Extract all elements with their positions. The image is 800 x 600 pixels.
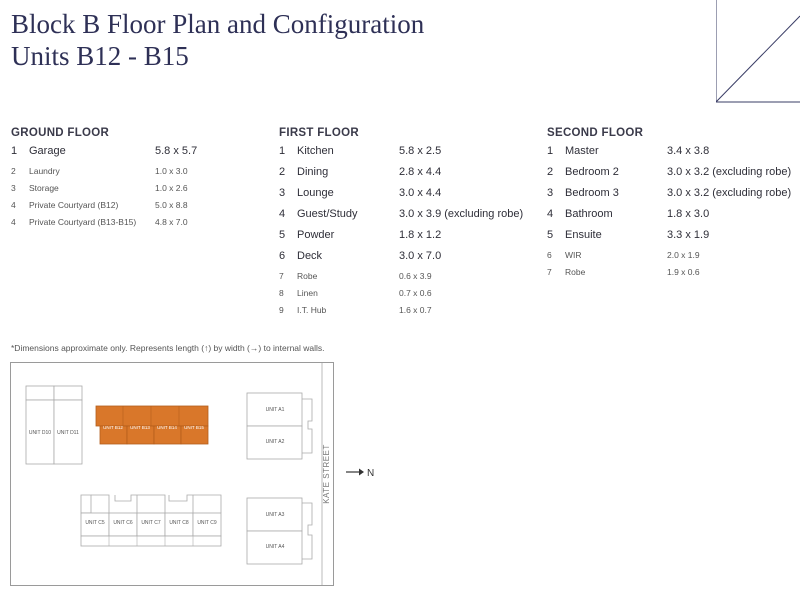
street-label: KATE STREET bbox=[322, 444, 331, 504]
room-number: 4 bbox=[11, 217, 16, 227]
room-dimensions: 0.6 x 3.9 bbox=[399, 271, 432, 281]
unit-d11-label: UNIT D11 bbox=[57, 430, 79, 436]
room-name: Garage bbox=[29, 145, 66, 157]
room-name: Linen bbox=[297, 288, 318, 298]
unit-c6-label: UNIT C6 bbox=[113, 520, 133, 526]
room-number: 8 bbox=[279, 288, 284, 298]
second-floor-section bbox=[547, 127, 792, 284]
room-name: Private Courtyard (B13-B15) bbox=[29, 217, 137, 227]
room-name: Ensuite bbox=[565, 229, 602, 241]
room-dimensions: 3.0 x 3.2 (excluding robe) bbox=[667, 166, 792, 178]
room-number: 3 bbox=[547, 187, 554, 199]
room-name: I.T. Hub bbox=[297, 305, 327, 315]
ground-floor-section bbox=[11, 127, 198, 234]
room-row bbox=[547, 267, 700, 284]
room-number: 4 bbox=[279, 208, 286, 220]
site-plan bbox=[10, 362, 334, 586]
room-row bbox=[279, 208, 524, 229]
room-number: 7 bbox=[279, 271, 284, 281]
room-dimensions: 1.0 x 3.0 bbox=[155, 166, 188, 176]
block-b-roof bbox=[96, 406, 208, 426]
room-row bbox=[279, 229, 442, 250]
room-number: 4 bbox=[547, 208, 554, 220]
room-dimensions: 1.8 x 3.0 bbox=[667, 208, 710, 220]
room-dimensions: 3.0 x 4.4 bbox=[399, 187, 442, 199]
room-name: Robe bbox=[565, 267, 586, 277]
room-row bbox=[279, 288, 432, 305]
room-row bbox=[547, 250, 700, 267]
room-row bbox=[547, 187, 792, 208]
room-name: Private Courtyard (B12) bbox=[29, 200, 119, 210]
room-row bbox=[11, 200, 188, 217]
room-number: 9 bbox=[279, 305, 284, 315]
north-arrow bbox=[344, 465, 384, 479]
title-line-1: Block B Floor Plan and Configuration bbox=[11, 9, 425, 39]
unit-c5-label: UNIT C5 bbox=[85, 520, 105, 526]
title-line-2: Units B12 - B15 bbox=[11, 41, 189, 71]
room-dimensions: 2.0 x 1.9 bbox=[667, 250, 700, 260]
unit-b13-label: UNIT B13 bbox=[130, 425, 150, 430]
unit-c7-label: UNIT C7 bbox=[141, 520, 161, 526]
room-dimensions: 3.0 x 3.9 (excluding robe) bbox=[399, 208, 524, 220]
unit-d10-label: UNIT D10 bbox=[28, 430, 52, 436]
block-b-units bbox=[96, 406, 208, 444]
room-number: 5 bbox=[547, 229, 554, 241]
unit-a1-label: UNIT A1 bbox=[265, 407, 285, 413]
dimensions-note: *Dimensions approximate only. Represents length (↑) by width (→) to internal walls. bbox=[11, 343, 325, 353]
room-name: Robe bbox=[297, 271, 318, 281]
room-name: Powder bbox=[297, 229, 335, 241]
unit-b12-label: UNIT B12 bbox=[103, 425, 123, 430]
room-name: Master bbox=[565, 145, 599, 157]
room-name: Kitchen bbox=[297, 145, 334, 157]
unit-b14-label: UNIT B14 bbox=[157, 425, 177, 430]
room-dimensions: 2.8 x 4.4 bbox=[399, 166, 442, 178]
room-row bbox=[279, 187, 442, 208]
room-row bbox=[11, 217, 188, 234]
room-dimensions: 3.3 x 1.9 bbox=[667, 229, 710, 241]
room-dimensions: 5.8 x 2.5 bbox=[399, 145, 442, 157]
room-number: 3 bbox=[11, 183, 16, 193]
ground-floor-heading: GROUND FLOOR bbox=[11, 127, 110, 139]
site-plan-drawing bbox=[11, 363, 333, 585]
room-name: Deck bbox=[297, 250, 323, 262]
room-row bbox=[279, 166, 442, 187]
room-number: 7 bbox=[547, 267, 552, 277]
room-row bbox=[547, 229, 710, 250]
north-label: N bbox=[367, 468, 375, 479]
unit-c8-label: UNIT C8 bbox=[169, 520, 189, 526]
room-dimensions: 3.4 x 3.8 bbox=[667, 145, 710, 157]
first-floor-section bbox=[279, 127, 524, 322]
room-dimensions: 5.8 x 5.7 bbox=[155, 145, 198, 157]
room-number: 3 bbox=[279, 187, 286, 199]
room-name: Bedroom 2 bbox=[565, 166, 619, 178]
room-row bbox=[11, 145, 198, 166]
room-number: 2 bbox=[547, 166, 554, 178]
room-name: Bathroom bbox=[565, 208, 613, 220]
second-floor-heading: SECOND FLOOR bbox=[547, 127, 644, 139]
corner-decoration bbox=[716, 0, 800, 104]
room-dimensions: 0.7 x 0.6 bbox=[399, 288, 432, 298]
unit-a2-label: UNIT A2 bbox=[265, 439, 285, 445]
unit-c9-label: UNIT C9 bbox=[197, 520, 217, 526]
room-dimensions: 1.9 x 0.6 bbox=[667, 267, 700, 277]
first-floor-heading: FIRST FLOOR bbox=[279, 127, 359, 139]
unit-a4-label: UNIT A4 bbox=[265, 544, 285, 550]
room-dimensions: 1.8 x 1.2 bbox=[399, 229, 442, 241]
room-row bbox=[547, 145, 710, 166]
room-name: Lounge bbox=[297, 187, 334, 199]
room-row bbox=[547, 208, 710, 229]
room-row bbox=[11, 166, 188, 183]
room-name: Storage bbox=[29, 183, 59, 193]
room-number: 5 bbox=[279, 229, 286, 241]
room-dimensions: 1.0 x 2.6 bbox=[155, 183, 188, 193]
room-dimensions: 4.8 x 7.0 bbox=[155, 217, 188, 227]
room-name: Bedroom 3 bbox=[565, 187, 619, 199]
room-name: Laundry bbox=[29, 166, 60, 176]
room-number: 1 bbox=[11, 145, 18, 157]
room-name: WIR bbox=[565, 250, 582, 260]
unit-b15-label: UNIT B15 bbox=[184, 425, 204, 430]
room-number: 2 bbox=[11, 166, 16, 176]
block-c-units bbox=[81, 495, 221, 546]
room-number: 6 bbox=[279, 250, 286, 262]
room-dimensions: 3.0 x 7.0 bbox=[399, 250, 442, 262]
room-row bbox=[11, 183, 188, 200]
room-row bbox=[279, 271, 432, 288]
room-row bbox=[279, 145, 442, 166]
unit-a3-label: UNIT A3 bbox=[265, 512, 285, 518]
room-dimensions: 5.0 x 8.8 bbox=[155, 200, 188, 210]
room-number: 4 bbox=[11, 200, 16, 210]
room-dimensions: 3.0 x 3.2 (excluding robe) bbox=[667, 187, 792, 199]
unit-d10-top bbox=[26, 386, 54, 400]
room-row bbox=[279, 305, 432, 322]
page-title bbox=[11, 8, 424, 72]
unit-d11-top bbox=[54, 386, 82, 400]
room-name: Guest/Study bbox=[297, 208, 358, 220]
room-row bbox=[547, 166, 792, 187]
room-number: 1 bbox=[547, 145, 554, 157]
room-number: 1 bbox=[279, 145, 286, 157]
room-name: Dining bbox=[297, 166, 329, 178]
room-number: 2 bbox=[279, 166, 286, 178]
room-dimensions: 1.6 x 0.7 bbox=[399, 305, 432, 315]
room-number: 6 bbox=[547, 250, 552, 260]
room-row bbox=[279, 250, 442, 271]
